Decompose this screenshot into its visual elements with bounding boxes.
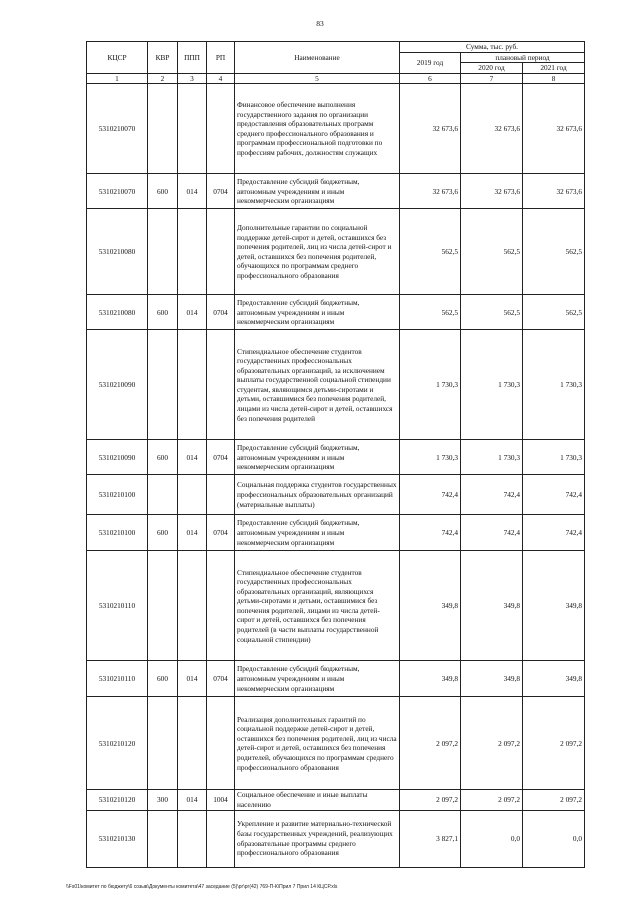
- row-kcsr: 5310210110: [87, 551, 148, 661]
- row-name: Предоставление субсидий бюджетным, автономным учреждениям и иным некоммерческим организациям: [235, 515, 400, 551]
- row-value-2020: 562,5: [461, 209, 523, 295]
- index-cell: 5: [235, 73, 400, 84]
- row-ppp: [178, 551, 207, 661]
- row-value-2021: 742,4: [523, 515, 585, 551]
- column-index-row: [87, 73, 585, 84]
- header-rp: РП: [207, 42, 235, 74]
- header-2019: 2019 год: [400, 52, 461, 73]
- index-cell: 6: [400, 73, 461, 84]
- row-value-2021: 562,5: [523, 209, 585, 295]
- row-kcsr: 5310210110: [87, 661, 148, 697]
- header-kcsr: КЦСР: [87, 42, 148, 74]
- row-value-2021: 562,5: [523, 295, 585, 330]
- row-value-2019: 562,5: [400, 295, 461, 330]
- row-rp: 0704: [207, 515, 235, 551]
- row-rp: [207, 330, 235, 440]
- header-planned-period: плановый период: [461, 52, 585, 63]
- row-value-2020: 1 730,3: [461, 440, 523, 475]
- row-value-2020: 349,8: [461, 551, 523, 661]
- row-ppp: 014: [178, 661, 207, 697]
- row-kcsr: 5310210090: [87, 440, 148, 475]
- row-rp: [207, 810, 235, 867]
- row-kcsr: 5310210100: [87, 515, 148, 551]
- row-ppp: [178, 84, 207, 174]
- header-ppp: ППП: [178, 42, 207, 74]
- row-value-2020: 742,4: [461, 515, 523, 551]
- row-ppp: 014: [178, 790, 207, 810]
- index-cell: 1: [87, 73, 148, 84]
- row-name: Стипендиальное обеспечение студентов государственных профессиональных образовательных организаций, за исключением выплаты государственной социальной стипендии студентам, являющимся детьми-сиротами и детьми, оставшимися без попечения родителей, лицами из числа детей-сирот и детей, оставшихся без попечения родителей: [235, 330, 400, 440]
- row-kcsr: 5310210130: [87, 810, 148, 867]
- row-kcsr: 5310210070: [87, 174, 148, 209]
- row-value-2021: 0,0: [523, 810, 585, 867]
- row-kvr: [148, 697, 178, 790]
- row-rp: 0704: [207, 440, 235, 475]
- row-value-2021: 349,8: [523, 551, 585, 661]
- row-name: Предоставление субсидий бюджетным, автономным учреждениям и иным некоммерческим организациям: [235, 661, 400, 697]
- row-value-2021: 2 097,2: [523, 697, 585, 790]
- row-rp: [207, 84, 235, 174]
- row-rp: 0704: [207, 174, 235, 209]
- row-rp: [207, 551, 235, 661]
- budget-table: [86, 41, 585, 868]
- row-value-2019: 2 097,2: [400, 697, 461, 790]
- table-row: [87, 697, 585, 790]
- row-value-2019: 562,5: [400, 209, 461, 295]
- table-row: [87, 330, 585, 440]
- row-ppp: 014: [178, 515, 207, 551]
- row-name: Предоставление субсидий бюджетным, автономным учреждениям и иным некоммерческим организациям: [235, 174, 400, 209]
- row-kcsr: 5310210080: [87, 209, 148, 295]
- row-name: Предоставление субсидий бюджетным, автономным учреждениям и иным некоммерческим организациям: [235, 295, 400, 330]
- table-row: [87, 475, 585, 515]
- row-value-2019: 349,8: [400, 551, 461, 661]
- row-kvr: 600: [148, 661, 178, 697]
- header-2021: 2021 год: [523, 63, 585, 74]
- table-row: [87, 209, 585, 295]
- index-cell: 2: [148, 73, 178, 84]
- row-value-2020: 562,5: [461, 295, 523, 330]
- row-rp: 0704: [207, 295, 235, 330]
- row-value-2020: 742,4: [461, 475, 523, 515]
- row-value-2021: 32 673,6: [523, 84, 585, 174]
- row-rp: [207, 697, 235, 790]
- row-name: Реализация дополнительных гарантий по социальной поддержке детей-сирот и детей, оставшихся без попечения родителей, лиц из числа детей-сирот и детей, оставшихся без попечения родителей, обучающихся по программам среднего профессионального образования: [235, 697, 400, 790]
- row-ppp: 014: [178, 440, 207, 475]
- row-kcsr: 5310210070: [87, 84, 148, 174]
- row-value-2020: 2 097,2: [461, 697, 523, 790]
- row-value-2020: 0,0: [461, 810, 523, 867]
- table-row: [87, 810, 585, 867]
- table-row: [87, 84, 585, 174]
- row-kvr: 600: [148, 440, 178, 475]
- table-row: [87, 790, 585, 810]
- header-sum: Сумма, тыс. руб.: [400, 42, 585, 53]
- row-ppp: 014: [178, 295, 207, 330]
- row-value-2019: 742,4: [400, 515, 461, 551]
- table-row: [87, 515, 585, 551]
- row-ppp: [178, 697, 207, 790]
- row-rp: 1004: [207, 790, 235, 810]
- row-name: Финансовое обеспечение выполнения государственного задания по организации предоставления образовательных программ среднего профессионального образования и программам профессиональной подготовки по профессиям рабочих, должностям служащих: [235, 84, 400, 174]
- row-value-2021: 742,4: [523, 475, 585, 515]
- row-value-2019: 1 730,3: [400, 440, 461, 475]
- row-kcsr: 5310210090: [87, 330, 148, 440]
- row-name: Стипендиальное обеспечение студентов государственных профессиональных образовательных организаций, являющихся детьми-сиротами и детьми, оставшимися без попечения родителей, лицами из числа детей-сирот и детей, оставшихся без попечения родителей (в части выплаты государственной социальной стипендии): [235, 551, 400, 661]
- row-value-2019: 349,8: [400, 661, 461, 697]
- row-kvr: 600: [148, 515, 178, 551]
- row-value-2020: 32 673,6: [461, 174, 523, 209]
- row-name: Предоставление субсидий бюджетным, автономным учреждениям и иным некоммерческим организациям: [235, 440, 400, 475]
- row-kvr: [148, 475, 178, 515]
- row-kvr: 300: [148, 790, 178, 810]
- row-value-2021: 1 730,3: [523, 330, 585, 440]
- row-kvr: [148, 330, 178, 440]
- file-path-footer: \\Fs01\комитет по бюджету\6 созыв\Документы комитета\47 заседание (5)\рг\рг(42) 769-П-К\Прил 7 Прил 14 КЦСР.xls: [66, 884, 338, 890]
- table-row: [87, 551, 585, 661]
- row-value-2021: 32 673,6: [523, 174, 585, 209]
- row-ppp: [178, 475, 207, 515]
- row-kvr: 600: [148, 174, 178, 209]
- row-name: Укрепление и развитие материально-технической базы государственных учреждений, реализующих образовательные программы среднего профессионального образования: [235, 810, 400, 867]
- row-value-2020: 1 730,3: [461, 330, 523, 440]
- row-value-2021: 1 730,3: [523, 440, 585, 475]
- table-row: [87, 295, 585, 330]
- index-cell: 4: [207, 73, 235, 84]
- table-row: [87, 440, 585, 475]
- row-value-2019: 3 827,1: [400, 810, 461, 867]
- row-kvr: [148, 209, 178, 295]
- row-value-2021: 349,8: [523, 661, 585, 697]
- index-cell: 7: [461, 73, 523, 84]
- index-cell: 8: [523, 73, 585, 84]
- row-value-2020: 2 097,2: [461, 790, 523, 810]
- row-ppp: [178, 330, 207, 440]
- row-rp: 0704: [207, 661, 235, 697]
- row-kcsr: 5310210120: [87, 790, 148, 810]
- row-kvr: [148, 551, 178, 661]
- row-kcsr: 5310210120: [87, 697, 148, 790]
- row-value-2019: 742,4: [400, 475, 461, 515]
- header-name: Наименование: [235, 42, 400, 74]
- row-name: Дополнительные гарантии по социальной поддержке детей-сирот и детей, оставшихся без попечения родителей, лиц из числа детей-сирот и детей, оставшихся без попечения родителей, обучающихся по программам среднего профессионального образования: [235, 209, 400, 295]
- row-kvr: 600: [148, 295, 178, 330]
- row-value-2021: 2 097,2: [523, 790, 585, 810]
- row-value-2019: 32 673,6: [400, 84, 461, 174]
- row-name: Социальное обеспечение и иные выплаты населению: [235, 790, 400, 810]
- row-rp: [207, 209, 235, 295]
- table-row: [87, 661, 585, 697]
- row-ppp: [178, 810, 207, 867]
- row-kvr: [148, 84, 178, 174]
- table-row: [87, 174, 585, 209]
- row-value-2020: 32 673,6: [461, 84, 523, 174]
- row-kcsr: 5310210080: [87, 295, 148, 330]
- header-kvr: КВР: [148, 42, 178, 74]
- page-number: 83: [316, 19, 324, 28]
- row-value-2019: 2 097,2: [400, 790, 461, 810]
- row-value-2019: 1 730,3: [400, 330, 461, 440]
- row-rp: [207, 475, 235, 515]
- header-2020: 2020 год: [461, 63, 523, 74]
- row-name: Социальная поддержка студентов государственных профессиональных образовательных организаций (материальные выплаты): [235, 475, 400, 515]
- row-kcsr: 5310210100: [87, 475, 148, 515]
- row-value-2020: 349,8: [461, 661, 523, 697]
- row-ppp: [178, 209, 207, 295]
- row-kvr: [148, 810, 178, 867]
- row-value-2019: 32 673,6: [400, 174, 461, 209]
- index-cell: 3: [178, 73, 207, 84]
- row-ppp: 014: [178, 174, 207, 209]
